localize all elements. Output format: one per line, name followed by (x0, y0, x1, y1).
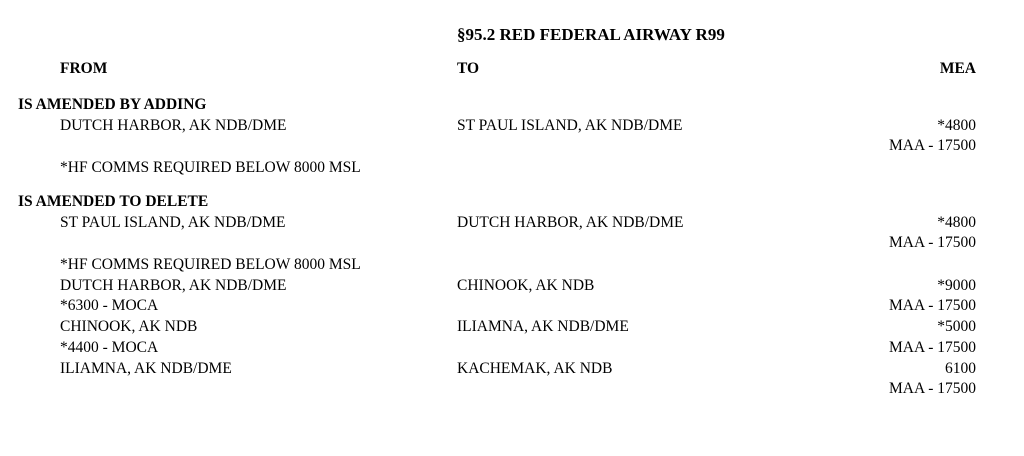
segment-mea: *4800 (937, 214, 976, 231)
segment-to: CHINOOK, AK NDB (457, 277, 595, 294)
segment-moca: *6300 - MOCA (60, 297, 159, 314)
segment-mea: *9000 (937, 277, 976, 294)
segment-note: *HF COMMS REQUIRED BELOW 8000 MSL (60, 256, 361, 273)
column-header-from: FROM (60, 60, 108, 77)
segment-to: KACHEMAK, AK NDB (457, 360, 613, 377)
segment-maa: MAA - 17500 (889, 234, 976, 251)
segment-from: DUTCH HARBOR, AK NDB/DME (60, 277, 287, 294)
column-header-to: TO (457, 60, 480, 77)
segment-from: CHINOOK, AK NDB (60, 318, 198, 335)
segment-maa: MAA - 17500 (889, 380, 976, 397)
segment-moca: *4400 - MOCA (60, 339, 159, 356)
segment-to: DUTCH HARBOR, AK NDB/DME (457, 214, 684, 231)
segment-maa: MAA - 17500 (889, 137, 976, 154)
segment-from: ST PAUL ISLAND, AK NDB/DME (60, 214, 286, 231)
segment-from: DUTCH HARBOR, AK NDB/DME (60, 117, 287, 134)
segment-to: ST PAUL ISLAND, AK NDB/DME (457, 117, 683, 134)
segment-note: *HF COMMS REQUIRED BELOW 8000 MSL (60, 159, 361, 176)
segment-mea: 6100 (945, 360, 976, 377)
section-heading-adding: IS AMENDED BY ADDING (18, 96, 207, 113)
segment-to: ILIAMNA, AK NDB/DME (457, 318, 629, 335)
segment-maa: MAA - 17500 (889, 339, 976, 356)
segment-mea: *4800 (937, 117, 976, 134)
segment-from: ILIAMNA, AK NDB/DME (60, 360, 232, 377)
page-title: §95.2 RED FEDERAL AIRWAY R99 (457, 25, 725, 44)
segment-mea: *5000 (937, 318, 976, 335)
column-header-mea: MEA (939, 60, 976, 77)
segment-maa: MAA - 17500 (889, 297, 976, 314)
section-heading-delete: IS AMENDED TO DELETE (18, 193, 209, 210)
